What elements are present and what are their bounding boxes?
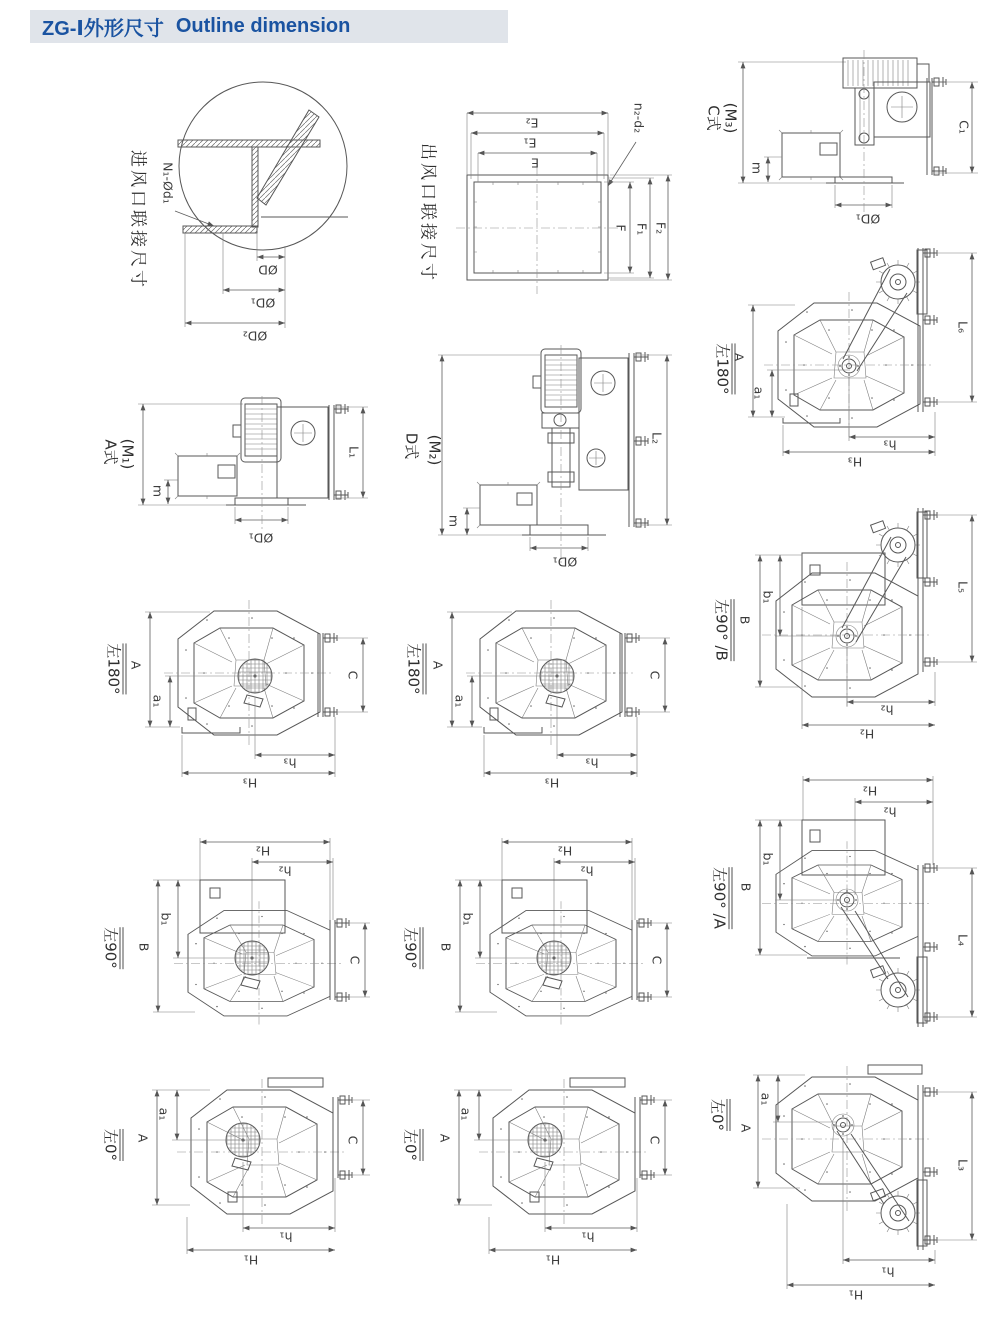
dim-label-l2: L₂ [649,432,665,444]
dim-label-a1: a₁ [156,1107,172,1121]
dim-label-c: C [347,955,363,965]
figure-title: 左0° [403,1129,424,1161]
line-art [100,605,380,790]
dim-label-m: m [749,161,765,175]
dim-label-n2: n₂-d₂ [631,102,647,134]
figure-title: 左180° [106,643,127,694]
dim-label-f1: F₁ [634,222,650,236]
dim-label-c: C [345,1135,361,1145]
dim-label-l4: L₄ [955,934,971,946]
line-art [400,835,692,1025]
figure-left-90-b [700,500,1000,745]
dim-label-H2: H₂ [859,726,875,742]
figure-type-c [698,48,1000,248]
dim-label-m: m [150,484,166,498]
dim-label-b1: b₁ [158,912,174,926]
dim-label-n1: N₁-Ød₁ [160,162,176,204]
dim-label-H3: H₃ [847,454,863,470]
figure-left-90-2 [400,835,692,1025]
page-title-en: Outline dimension [175,15,351,37]
dim-label-b: B [737,615,753,625]
figure-title: C式 [704,105,723,131]
figure-title: 出风口联接尺寸 [417,143,438,283]
figure-title: 左90° [103,927,124,969]
dim-label-f2: F₂ [653,221,669,235]
dim-label-a: A [731,352,747,362]
figure-subtitle: (M₃) [721,102,740,134]
dim-label-H2: H₂ [862,783,878,799]
dim-label-a: A [135,1133,151,1143]
dim-label-c: C [649,955,665,965]
dim-label-a1: a₁ [458,1107,474,1121]
dim-label-d: ØD [258,262,278,278]
dim-label-c: C [647,1135,663,1145]
dim-label-d1: ØD₁ [250,295,276,311]
dim-label-h3: h₃ [883,437,897,453]
figure-title: 左90° /B [714,599,735,661]
dim-label-H1: H₁ [848,1287,864,1303]
figure-inlet-connection [95,78,395,348]
dim-label-d1: ØD₁ [855,211,881,227]
figure-title: 左0° [710,1099,731,1131]
dim-label-d1: ØD₁ [552,554,578,570]
line-art [100,396,380,551]
dim-label-b1: b₁ [760,590,776,604]
figure-type-a [100,396,380,551]
dim-label-l1: L₁ [346,446,362,458]
line-art [100,835,380,1025]
dim-label-e1: E₁ [523,135,537,151]
dim-label-l5: L₅ [955,581,971,593]
line-art [400,605,692,790]
page-title-cn: ZG-Ⅰ外形尺寸 [42,18,164,40]
dim-label-b1: b₁ [760,852,776,866]
dim-label-a1: a₁ [150,694,166,708]
dim-label-l6: L₆ [955,321,971,333]
dim-label-m: m [446,514,462,528]
dim-label-f: F [613,224,629,232]
line-art [100,1072,380,1272]
figure-title: 进风口联接尺寸 [127,150,148,290]
line-art [700,765,1000,1035]
dim-label-H3: H₃ [544,775,560,791]
dim-label-h2: h₂ [883,804,897,820]
dim-label-a: A [437,1133,453,1143]
figure-left-180-belt [700,242,1000,472]
dim-label-h1: h₁ [881,1264,895,1280]
figure-title: A式 [101,439,120,465]
dim-label-h2: h₂ [278,863,292,879]
figure-subtitle: (M₁) [118,438,137,470]
figure-title: 左0° [103,1129,124,1161]
figure-left-180-1 [100,605,380,790]
page-header [30,10,508,43]
dim-label-a: A [738,1123,754,1133]
figure-title: 左90° /A [712,867,733,929]
dim-label-b: B [438,942,454,952]
figure-title: 左180° [715,343,736,394]
dim-label-d1: ØD₁ [248,530,274,546]
figure-type-d [400,345,690,570]
figure-left-90-1 [100,835,380,1025]
dim-label-H2: H₂ [255,843,271,859]
dim-label-a: A [128,660,144,670]
dim-label-a: A [430,660,446,670]
dim-label-c: C [647,670,663,680]
dim-label-H1: H₁ [545,1252,561,1268]
figure-left-180-2 [400,605,692,790]
figure-title: D式 [402,432,421,460]
dim-label-H3: H₃ [242,775,258,791]
dim-label-c1: C₁ [956,120,972,134]
figure-left-0-2 [400,1072,692,1272]
line-art [400,1072,692,1272]
figure-subtitle: (M₂) [425,434,444,466]
dim-label-h3: h₃ [585,755,599,771]
line-art [408,82,690,312]
dim-label-H2: H₂ [557,843,573,859]
dim-label-e2: E₂ [525,115,539,131]
dim-label-b1: b₁ [460,912,476,926]
dim-label-l3: L₃ [955,1159,971,1171]
dim-label-d2: ØD₂ [242,328,268,344]
dim-label-H1: H₁ [243,1252,259,1268]
dim-label-h3: h₃ [283,755,297,771]
dim-label-h2: h₂ [880,702,894,718]
figure-title: 左180° [406,643,427,694]
dim-label-a1: a₁ [751,386,767,400]
dim-label-c: C [345,670,361,680]
line-art [400,345,690,570]
dim-label-a1: a₁ [758,1092,774,1106]
figure-left-0-belt [700,1058,1000,1327]
figure-left-0-1 [100,1072,380,1272]
dim-label-h1: h₁ [581,1229,595,1245]
dim-label-e: E [531,155,539,171]
figure-left-90-a [700,765,1000,1035]
line-art [698,48,1000,248]
dim-label-b: B [136,942,152,952]
dim-label-h1: h₁ [279,1229,293,1245]
figure-title: 左90° [403,927,424,969]
dim-label-b: B [738,882,754,892]
dim-label-a1: a₁ [452,694,468,708]
dim-label-h2: h₂ [580,863,594,879]
figure-outlet-connection [408,82,690,312]
